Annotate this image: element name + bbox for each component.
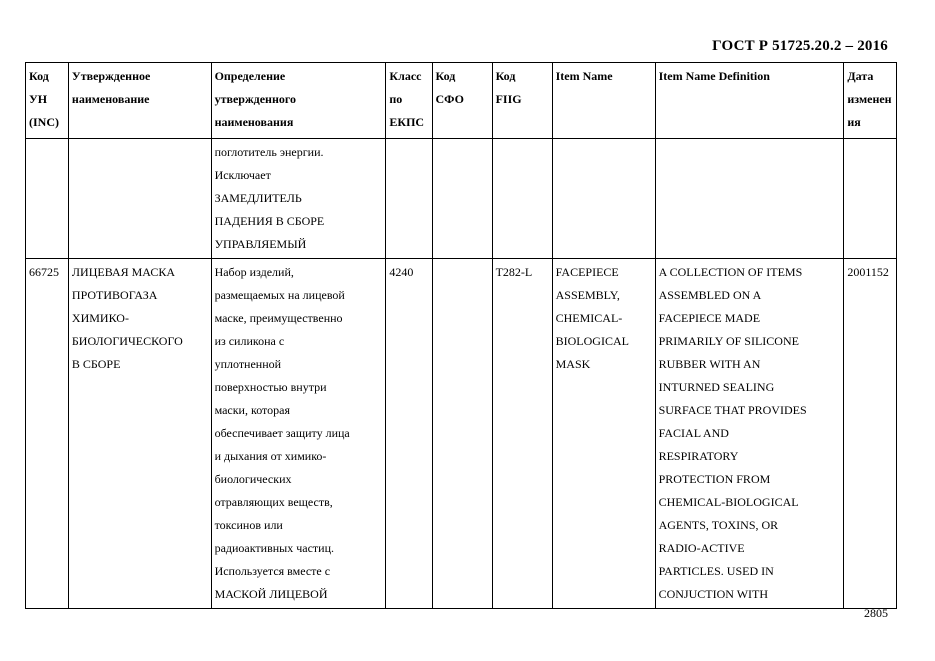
cell-text-line: SURFACE THAT PROVIDES [658,403,807,417]
cell-text-line: токсинов или [214,518,283,532]
cell-text-line: INTURNED SEALING [658,380,775,394]
cell-text-line: RUBBER WITH AN [658,357,761,371]
cell-class: 4240 [386,259,432,609]
cell-approved-name [68,139,211,259]
cell-class [386,139,432,259]
cell-sfo [432,259,492,609]
column-header-item-definition [655,63,844,139]
cell-text-line: СФО [435,92,464,106]
column-header-fiig [492,63,552,139]
document-standard-header: ГОСТ Р 51725.20.2 – 2016 [712,38,888,54]
cell-text-line: маске, преимущественно [214,311,343,325]
cell-text-line: ЛИЦЕВАЯ МАСКА [71,265,176,279]
cell-text-line: PROTECTION FROM [658,472,771,486]
cell-sfo [432,139,492,259]
cell-text-line: A COLLECTION OF ITEMS [658,265,803,279]
cell-text-line: FACEPIECE MADE [658,311,761,325]
cell-text-line: размещаемых на лицевой [214,288,345,302]
cell-text-line: маски, которая [214,403,290,417]
cell-text-line: ия [847,115,861,129]
cell-text-line: Код [29,69,49,83]
cell-item-name [552,139,655,259]
cell-text-line: Код [435,69,456,83]
cell-text-line: Набор изделий, [214,265,294,279]
cell-text-line: биологических [214,472,292,486]
cell-text-line: PRIMARILY OF SILICONE [658,334,799,348]
cell-date [844,139,897,259]
table-header-row [26,63,897,139]
cell-text-line: радиоактивных частиц. [214,541,335,555]
cell-text-line: ЗАМЕДЛИТЕЛЬ [214,191,302,205]
cell-text-line: Item Name [555,69,613,83]
cell-text-line: FIIG [495,92,522,106]
cell-text-line: наименования [214,115,294,129]
cell-text-line: Используется вместе с [214,564,331,578]
cell-text-line: В СБОРЕ [71,357,121,371]
cell-approved-name [68,259,211,609]
cell-text-line: по [389,92,403,106]
cell-definition [211,139,386,259]
cell-text-line: утвержденного [214,92,297,106]
cell-text-line: УПРАВЛЯЕМЫЙ [214,237,307,251]
cell-text-line: ASSEMBLED ON A [658,288,762,302]
cell-definition [211,259,386,609]
cell-text-line: МАСКОЙ ЛИЦЕВОЙ [214,587,328,601]
cell-text-line: AGENTS, TOXINS, OR [658,518,779,532]
cell-text-line: CONJUCTION WITH [658,587,769,601]
nomenclature-table [25,62,897,609]
cell-text-line: ASSEMBLY, [555,288,620,302]
cell-text-line: обеспечивает защиту лица [214,426,350,440]
cell-text-line: BIOLOGICAL [555,334,629,348]
cell-text-line: наименование [71,92,150,106]
cell-text-line: FACEPIECE [555,265,619,279]
cell-text-line: из силикона с [214,334,285,348]
column-header-sfo [432,63,492,139]
table-row [26,259,897,609]
column-header-definition [211,63,386,139]
cell-text-line: MASK [555,357,591,371]
cell-text-line: УН [29,92,48,106]
cell-item-definition [655,259,844,609]
cell-item-definition [655,139,844,259]
cell-text-line: Исключает [214,168,271,182]
cell-text-line: PARTICLES. USED IN [658,564,774,578]
cell-date: 2001152 [844,259,897,609]
cell-fiig [492,139,552,259]
column-header-date [844,63,897,139]
page-number: 2805 [864,606,888,620]
cell-text-line: Определение [214,69,286,83]
cell-text-line: поглотитель энергии. [214,145,324,159]
cell-text-line: Класс [389,69,422,83]
column-header-inc [26,63,69,139]
cell-item-name [552,259,655,609]
cell-text-line: Утвержденное [71,69,151,83]
cell-text-line: ПРОТИВОГАЗА [71,288,158,302]
cell-text-line: БИОЛОГИЧЕСКОГО [71,334,183,348]
cell-text-line: Item Name Definition [658,69,770,83]
column-header-item-name [552,63,655,139]
cell-text-line: ХИМИКО- [71,311,129,325]
cell-text-line: (INC) [29,115,59,129]
cell-text-line: уплотненной [214,357,282,371]
cell-text-line: ЕКПС [389,115,425,129]
column-header-class [386,63,432,139]
cell-text-line: Код [495,69,516,83]
column-header-approved-name [68,63,211,139]
cell-text-line: FACIAL AND [658,426,729,440]
table-row [26,139,897,259]
cell-text-line: изменен [847,92,892,106]
cell-text-line: и дыхания от химико- [214,449,327,463]
cell-text-line: поверхностью внутри [214,380,327,394]
cell-text-line: RESPIRATORY [658,449,739,463]
cell-text-line: CHEMICAL- [555,311,623,325]
cell-fiig: T282-L [492,259,552,609]
cell-text-line: CHEMICAL-BIOLOGICAL [658,495,799,509]
cell-inc: 66725 [26,259,69,609]
cell-text-line: ПАДЕНИЯ В СБОРЕ [214,214,325,228]
cell-text-line: Дата [847,69,874,83]
cell-text-line: отравляющих веществ, [214,495,333,509]
cell-text-line: RADIO-ACTIVE [658,541,745,555]
cell-inc [26,139,69,259]
